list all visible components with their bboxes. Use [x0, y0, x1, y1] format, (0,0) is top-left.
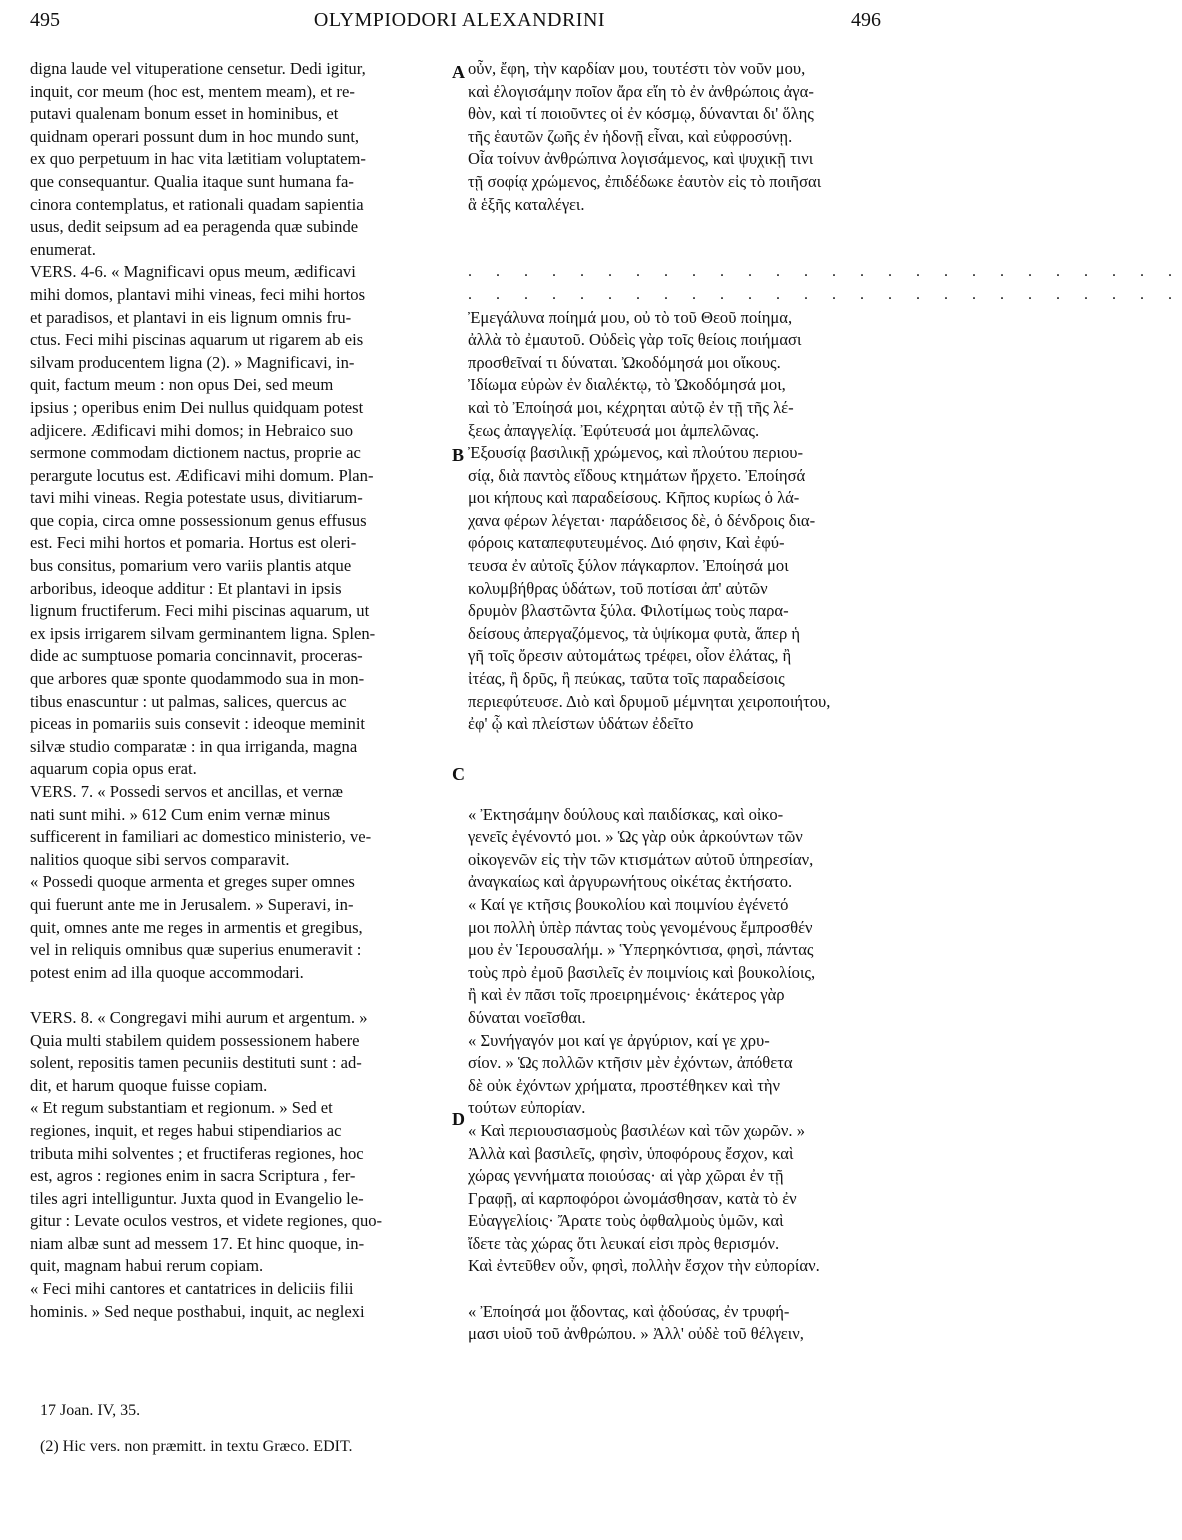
blank-line	[468, 736, 880, 759]
greek-text-line: κολυμβήθρας ὑδάτων, τοῦ ποτίσαι ἀπ' αὐτῶν	[468, 578, 768, 598]
section-marker-b: B	[452, 445, 465, 465]
latin-text-line: usus, dedit seipsum ad ea peragenda quæ subinde	[30, 217, 359, 237]
latin-text-line: quit, magnam habui rerum copiam.	[30, 1256, 264, 1276]
latin-text-line: regiones, inquit, et reges habui stipendiarios ac	[30, 1120, 342, 1140]
greek-text-line: ἰτέας, ἢ δρῦς, ἢ πεύκας, ταῦτα τοῖς παραδείσοις	[468, 669, 785, 689]
latin-text-line: que copia, circa omne possessionum genus effusus	[30, 510, 367, 530]
blank-line	[30, 984, 450, 1007]
latin-text-line: VERS. 7. « Possedi servos et ancillas, et vernæ	[30, 782, 343, 801]
greek-text-line: τῇ σοφίᾳ χρώμενος, ἐπιδέδωκε ἑαυτὸν εἰς τὸ ποιῆσαι	[468, 171, 822, 191]
greek-text-line: ἴδετε τὰς χώρας ὅτι λευκαί εἰσι πρὸς θερισμόν.	[468, 1233, 780, 1253]
latin-text-line: que consequantur. Qualia itaque sunt humana fa-	[30, 171, 354, 191]
greek-text-line: Ἀλλὰ καὶ βασιλεῖς, φησὶν, ὑποφόρους ἔσχον, καὶ	[468, 1143, 794, 1163]
greek-text-line: καὶ τὸ Ἐποίησά μοι, κέχρηται αὐτῷ ἐν τῇ τῆς λέ-	[468, 397, 794, 417]
blank-line	[468, 239, 880, 262]
greek-text-line: μασι υἱοῦ τοῦ ἀνθρώπου. » Ἀλλ' οὐδὲ τοῦ θέλγειν,	[468, 1324, 804, 1344]
greek-text-line: μου ἐν Ἱερουσαλήμ. » Ὑπερηκόντισα, φησὶ, πάντας	[468, 940, 814, 960]
latin-text-line: lignum fructiferum. Feci mihi piscinas aquarum, ut	[30, 601, 370, 621]
latin-text-line: enumerat.	[30, 239, 96, 259]
greek-text-line: « Καὶ περιουσιασμοὺς βασιλέων καὶ τῶν χωρῶν. »	[468, 1120, 806, 1140]
blank-line	[468, 781, 880, 804]
section-marker-c: C	[452, 764, 465, 784]
greek-text-line: οὖν, ἔφη, τὴν καρδίαν μου, τουτέστι τὸν νοῦν μου,	[468, 59, 806, 78]
latin-text-line: gitur : Levate oculos vestros, et videte regiones, quo-	[30, 1211, 383, 1231]
latin-text-line: niam albæ sunt ad messem 17. Et hinc quoque, in-	[30, 1233, 365, 1253]
greek-text-line: ἃ ἑξῆς καταλέγει.	[468, 194, 585, 214]
latin-text-line: nati sunt mihi. » 612 Cum enim vernæ minus	[30, 804, 331, 824]
latin-text-line: qui fuerunt ante me in Jerusalem. » Superavi, in-	[30, 894, 354, 914]
latin-text-line: nalitios quoque sibi servos comparavit.	[30, 849, 290, 869]
page-number-right: 496	[851, 9, 881, 31]
latin-text-line: « Feci mihi cantores et cantatrices in deliciis filii	[30, 1279, 354, 1299]
footnote-17: 17 Joan. IV, 35.	[40, 1402, 141, 1419]
greek-text-line: δύναται νοεῖσθαι.	[468, 1007, 586, 1027]
latin-text-line: ex ipsis irrigarem silvam germinantem ligna. Splen-	[30, 623, 376, 643]
greek-text-line: « Συνήγαγόν μοι καί γε ἀργύριον, καί γε χρυ-	[468, 1030, 770, 1050]
greek-text-line: Εὐαγγελίοις· Ἄρατε τοὺς ὀφθαλμοὺς ὑμῶν, καὶ	[468, 1211, 784, 1231]
greek-text-line: γῆ τοῖς ὄρεσιν αὐτομάτως τρέφει, οἷον ἐλάτας, ἢ	[468, 646, 792, 666]
latin-text-line: VERS. 8. « Congregavi mihi aurum et argentum. »	[30, 1007, 368, 1027]
greek-text-line: Ἐξουσίᾳ βασιλικῇ χρώμενος, καὶ πλούτου περιου-	[468, 443, 804, 463]
greek-text-line: « Ἐκτησάμην δούλους καὶ παιδίσκας, καὶ οἰκο-	[468, 804, 784, 824]
latin-text-line: quit, factum meum : non opus Dei, sed meum	[30, 375, 334, 395]
greek-text-line: Ἐμεγάλυνα ποίημά μου, οὐ τὸ τοῦ Θεοῦ ποίημα,	[468, 307, 793, 327]
greek-text-line: Ἰδίωμα εὑρὼν ἐν διαλέκτῳ, τὸ Ὠκοδόμησά μοι,	[468, 375, 786, 395]
latin-text-line: piceas in pomariis suis consevit : ideoque meminit	[30, 714, 366, 734]
latin-text-line: ipsius ; operibus enim Dei nullus quidquam potest	[30, 397, 364, 417]
greek-text-line: τούτων εὐπορίαν.	[468, 1098, 586, 1118]
latin-text-line: potest enim ad illa quoque accommodari.	[30, 962, 304, 982]
latin-text-line: Quia multi stabilem quidem possessionem habere	[30, 1030, 360, 1050]
latin-text-line: ctus. Feci mihi piscinas aquarum ut rigarem ab eis	[30, 330, 364, 350]
latin-text-line: cinora contemplatus, et rationali quadam sapientia	[30, 194, 364, 214]
latin-text-line: « Et regum substantiam et regionum. » Sed et	[30, 1098, 333, 1118]
latin-text-line: ex quo perpetuum in hac vita lætitiam voluptatem-	[30, 149, 366, 169]
latin-text-line: putavi qualenam bonum esset in hominibus, et	[30, 104, 339, 124]
latin-text-line: sermone commodam dictionem nactus, proprie ac	[30, 443, 361, 463]
greek-text-line: χώρας γεννήματα ποιούσας· αἱ γὰρ χῶραι ἐν τῇ	[468, 1166, 784, 1186]
greek-text-line: ἀλλὰ τὸ ἐμαυτοῦ. Οὐδεὶς γὰρ τοῖς θείοις ποιήμασι	[468, 330, 802, 350]
section-marker-d: D	[452, 1109, 465, 1129]
latin-text-line: vel in reliquis omnibus quæ superius enumeravit :	[30, 940, 362, 960]
greek-text-line: περιεφύτευσε. Διὸ καὶ δρυμοῦ μέμνηται χειροποιήτου,	[468, 691, 831, 711]
greek-text-line: μοι κήπους καὶ παραδείσους. Κῆπος κυρίως ὁ λά-	[468, 488, 800, 508]
latin-text-line: perargute locutus est. Ædificavi mihi domum. Plan-	[30, 465, 374, 485]
latin-text-line: bus consitus, pomarium vero variis plantis atque	[30, 556, 352, 576]
greek-text-line: καὶ ἐλογισάμην ποῖον ἄρα εἴη τὸ ἐν ἀνθρώποις ἀγα-	[468, 81, 814, 101]
greek-text-line: χανα φέρων λέγεται· παράδεισος δὲ, ὁ δένδροις δια-	[468, 510, 816, 530]
latin-text-line: adjicere. Ædificavi mihi domos; in Hebraico suo	[30, 420, 354, 440]
latin-text-line: et paradisos, et plantavi in eis lignum omnis fru-	[30, 307, 352, 327]
greek-text-line: φόροις καταπεφυτευμένος. Διό φησιν, Καὶ ἐφύ-	[468, 533, 785, 553]
ellipsis-row: . . . . . . . . . . . . . . . . . . . . . . . . . .	[468, 285, 1182, 303]
greek-text-line: μοι πολλὴ ὑπὲρ πάντας τοὺς γενομένους ἔμπροσθέν	[468, 917, 813, 937]
greek-text-line: θὸν, καὶ τί ποιοῦντες οἱ ἐν κόσμῳ, δύνανται δι' ὅλης	[468, 104, 814, 124]
latin-text-line: « Possedi quoque armenta et greges super omnes	[30, 872, 355, 892]
latin-text-line: quit, omnes ante me reges in armentis et gregibus,	[30, 917, 363, 937]
latin-text-line: est. Feci mihi hortos et pomaria. Hortus est oleri-	[30, 533, 357, 553]
greek-text-line: γενεῖς ἐγένοντό μοι. » Ὡς γὰρ οὐκ ἀρκούντων τῶν	[468, 827, 803, 847]
greek-text-line: οἰκογενῶν εἰς τὴν τῶν κτισμάτων αὐτοῦ ὑπηρεσίαν,	[468, 849, 814, 869]
latin-text-line: tibus enascuntur : ut palmas, salices, quercus ac	[30, 691, 347, 711]
latin-text-line: tavi mihi vineas. Regia potestate usus, divitiarum-	[30, 488, 363, 508]
greek-text-line: Καὶ ἐντεῦθεν οὖν, φησὶ, πολλὴν ἔσχον τὴν εὐπορίαν.	[468, 1256, 820, 1276]
greek-text-line: Οἷα τοίνυν ἀνθρώπινα λογισάμενος, καὶ ψυχικῇ τινι	[468, 149, 814, 169]
blank-line	[468, 1278, 880, 1301]
greek-text-line: Γραφῇ, αἱ καρποφόροι ὠνομάσθησαν, κατὰ τὸ ἐν	[468, 1188, 797, 1208]
latin-text-line: dit, et harum quoque fuisse copiam.	[30, 1075, 268, 1095]
latin-text-line: silvam producentem ligna (2). » Magnificavi, in-	[30, 352, 355, 372]
latin-text-line: tributa mihi solventes ; et fructiferas regiones, hoc	[30, 1143, 364, 1163]
latin-column	[30, 58, 450, 1323]
ellipsis-row: . . . . . . . . . . . . . . . . . . . . . . . . . .	[468, 263, 1182, 281]
blank-line	[468, 758, 880, 781]
latin-text-line: digna laude vel vituperatione censetur. Dedi igitur,	[30, 59, 366, 78]
greek-text-line: ξεως ἀπαγγελίᾳ. Ἐφύτευσά μοι ἀμπελῶνας.	[468, 420, 760, 440]
section-marker-a: A	[452, 62, 465, 82]
latin-text-line: dide ac sumptuose pomaria concinnavit, proceras-	[30, 646, 363, 666]
latin-text-line: mihi domos, plantavi mihi vineas, feci mihi hortos	[30, 284, 366, 304]
latin-text-line: solent, repositis tamen pecuniis destituti sunt : ad-	[30, 1053, 362, 1073]
greek-column	[468, 58, 1182, 1346]
greek-text-line: ἀναγκαίως καὶ ἀργυρωνήτους οἰκέτας ἐκτήσατο.	[468, 872, 793, 892]
latin-text-line: VERS. 4-6. « Magnificavi opus meum, ædificavi	[30, 262, 356, 282]
blank-line	[468, 216, 880, 239]
latin-text-line: silvæ studio comparatæ : in qua irriganda, magna	[30, 736, 358, 756]
greek-text-line: προσθεῖναί τι δύναται. Ὠκοδόμησά μοι οἴκους.	[468, 352, 781, 372]
greek-text-line: σίον. » Ὡς πολλῶν κτῆσιν μὲν ἐχόντων, ἀπόθετα	[468, 1053, 793, 1073]
greek-text-line: δρυμὸν βλαστῶντα ξύλα. Φιλοτίμως τοὺς παρα-	[468, 601, 789, 621]
greek-text-line: δείσους ἀπεργαζόμενος, τὰ ὑψίκομα φυτὰ, ἅπερ ἡ	[468, 623, 801, 643]
page-header	[0, 0, 919, 40]
greek-text-line: « Ἐποίησά μοι ᾄδοντας, καὶ ᾀδούσας, ἐν τρυφή-	[468, 1301, 790, 1321]
latin-text-line: est, agros : regiones enim in sacra Scriptura , fer-	[30, 1166, 356, 1186]
greek-text-line: τῆς ἑαυτῶν ζωῆς ἐν ἡδονῇ εἶναι, καὶ εὐφροσύνῃ.	[468, 126, 793, 146]
running-title: OLYMPIODORI ALEXANDRINI	[313, 9, 606, 31]
greek-text-line: σίᾳ, διὰ παντὸς εἴδους κτημάτων ἤρχετο. Ἐποίησά	[468, 465, 806, 485]
latin-text-line: tiles agri intelliguntur. Juxta quod in Evangelio le-	[30, 1188, 364, 1208]
greek-text-line: τευσα ἐν αὐτοῖς ξύλον πάγκαρπον. Ἐποίησά μοι	[468, 556, 789, 576]
footnote-2: (2) Hic vers. non præmitt. in textu Græco. EDIT.	[40, 1438, 353, 1455]
greek-text-line: « Καί γε κτῆσις βουκολίου καὶ ποιμνίου ἐγένετό	[468, 894, 789, 914]
greek-text-line: δὲ οὐκ ἐχόντων χρήματα, προστέθηκεν καὶ τὴν	[468, 1075, 781, 1095]
latin-text-line: hominis. » Sed neque posthabui, inquit, ac neglexi	[30, 1301, 365, 1321]
latin-text-line: aquarum copia opus erat.	[30, 759, 197, 779]
latin-text-line: que arbores quæ sponte quodammodo sua in mon-	[30, 669, 365, 689]
greek-text-line: ἐφ' ᾧ καὶ πλείστων ὑδάτων ἐδεῖτο	[468, 714, 694, 734]
greek-text-line: ἢ καὶ ἐν πᾶσι τοῖς προειρημένοις· ἑκάτερος γὰρ	[468, 985, 785, 1005]
latin-text-line: sufficerent in familiari ac domestico ministerio, ve-	[30, 827, 372, 847]
latin-text-line: quidnam operari possunt dum in hoc mundo sunt,	[30, 126, 360, 146]
latin-text-line: arboribus, ideoque additur : Et plantavi in ipsis	[30, 578, 342, 598]
footnotes	[40, 1400, 880, 1458]
latin-text-line: inquit, cor meum (hoc est, mentem meam), et re-	[30, 81, 355, 101]
page-number-left: 495	[30, 9, 60, 31]
greek-text-line: τοὺς πρὸ ἐμοῦ βασιλεῖς ἐν ποιμνίοις καὶ βουκολίοις,	[468, 962, 816, 982]
